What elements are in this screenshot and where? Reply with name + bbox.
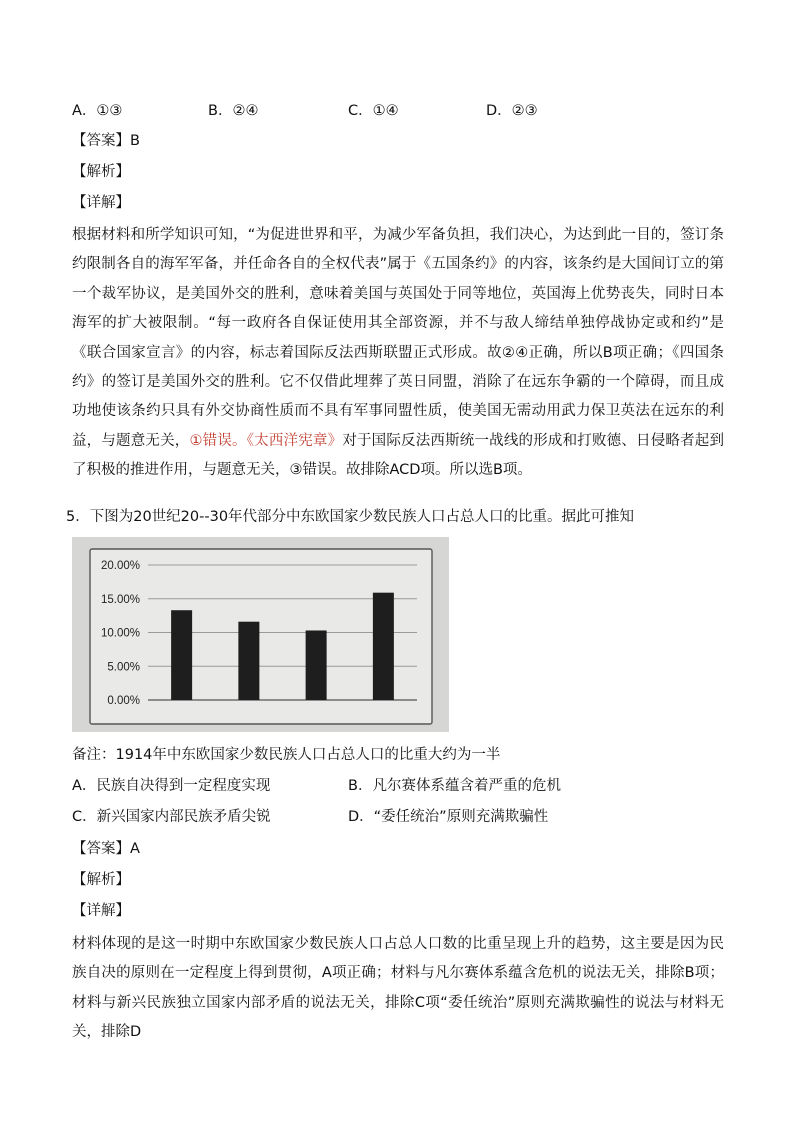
- q5-question: 5．下图为20世纪20--30年代部分中东欧国家少数民族人口占总人口的比重。据此可推知: [66, 509, 635, 525]
- q5-answer: 【答案】A: [72, 841, 140, 857]
- q5-option-d: D．“委任统治”原则充满欺骗性: [348, 809, 549, 825]
- q4-answer: 【答案】B: [72, 133, 140, 149]
- y-tick-label: 0.00%: [107, 695, 140, 707]
- bar: [171, 610, 192, 700]
- y-tick-label: 15.00%: [100, 593, 140, 606]
- q4-analysis-heading: 【解析】: [72, 164, 130, 180]
- y-tick-label: 10.00%: [100, 627, 140, 640]
- q5-option-a: A．民族自决得到一定程度实现: [72, 778, 271, 794]
- y-tick-label: 20.00%: [100, 560, 140, 572]
- q5-detail-paragraph: 材料体现的是这一时期中东欧国家少数民族人口占总人口数的比重呈现上升的趋势，这主要是因为民族自决的原则在一定程度上得到贯彻，A项正确；材料与凡尔赛体系蕴含危机的说法无关，排除B项；材料与新兴民族独立国家内部矛盾的说法无关，排除C项“委任统治”原则充满欺骗性的说法与材料无关，排除D: [72, 936, 724, 1041]
- q4-detail-text-end: 对于国际反法西斯统一战线的形成和打败德、日侵略者起到了积极的推进作用，与题意无关，③错误。故排除ACD项。所以选B项。: [72, 432, 724, 479]
- q5-bar-chart: [72, 537, 449, 732]
- q4-detail-paragraph: [72, 221, 724, 486]
- bar: [238, 622, 259, 700]
- q5-detail-heading: 【详解】: [72, 903, 130, 919]
- q4-option-c: C．①④: [348, 103, 399, 119]
- q5-note: 备注：1914年中东欧国家少数民族人口占总人口的比重大约为一半: [72, 747, 501, 763]
- q4-detail-heading: 【详解】: [72, 195, 130, 211]
- y-tick-label: 5.00%: [107, 661, 140, 674]
- bar: [373, 593, 394, 700]
- q5-option-c: C．新兴国家内部民族矛盾尖锐: [72, 809, 271, 825]
- q4-option-a: A．①③: [72, 103, 123, 119]
- bar-chart-svg: [72, 537, 449, 732]
- q4-option-b: B．②④: [208, 103, 259, 119]
- bar: [306, 630, 327, 700]
- q4-option-d: D．②③: [486, 103, 538, 119]
- q5-option-b: B．凡尔赛体系蕴含着严重的危机: [348, 778, 561, 794]
- q4-detail-highlight: ①错误。《太西洋宪章》: [189, 432, 343, 449]
- q4-detail-text: 根据材料和所学知识可知，“为促进世界和平，为减少军备负担，我们决心，为达到此一目的，签订条约限制各自的海军军备，并任命各自的全权代表”属于《五国条约》的内容，该条约是大国间订立的第一个裁军协议，是美国外交的胜利，意味着美国与英国处于同等地位，英国海上优势丧失，同时日本海军的扩大被限制。“每一政府各自保证使用其全部资源，并不与敌人缔结单独停战协定或和约”是《联合国家宣言》的内容，标志着国际反法西斯联盟正式形成。故②④正确，所以B项正确；《四国条约》的签订是美国外交的胜利。它不仅借此埋葬了英日同盟，消除了在远东争霸的一个障碍，而且成功地使该条约只具有外交协商性质而不具有军事同盟性质，使美国无需动用武力保卫英法在远东的利益，与题意无关，: [72, 227, 724, 449]
- q5-analysis-heading: 【解析】: [72, 872, 130, 888]
